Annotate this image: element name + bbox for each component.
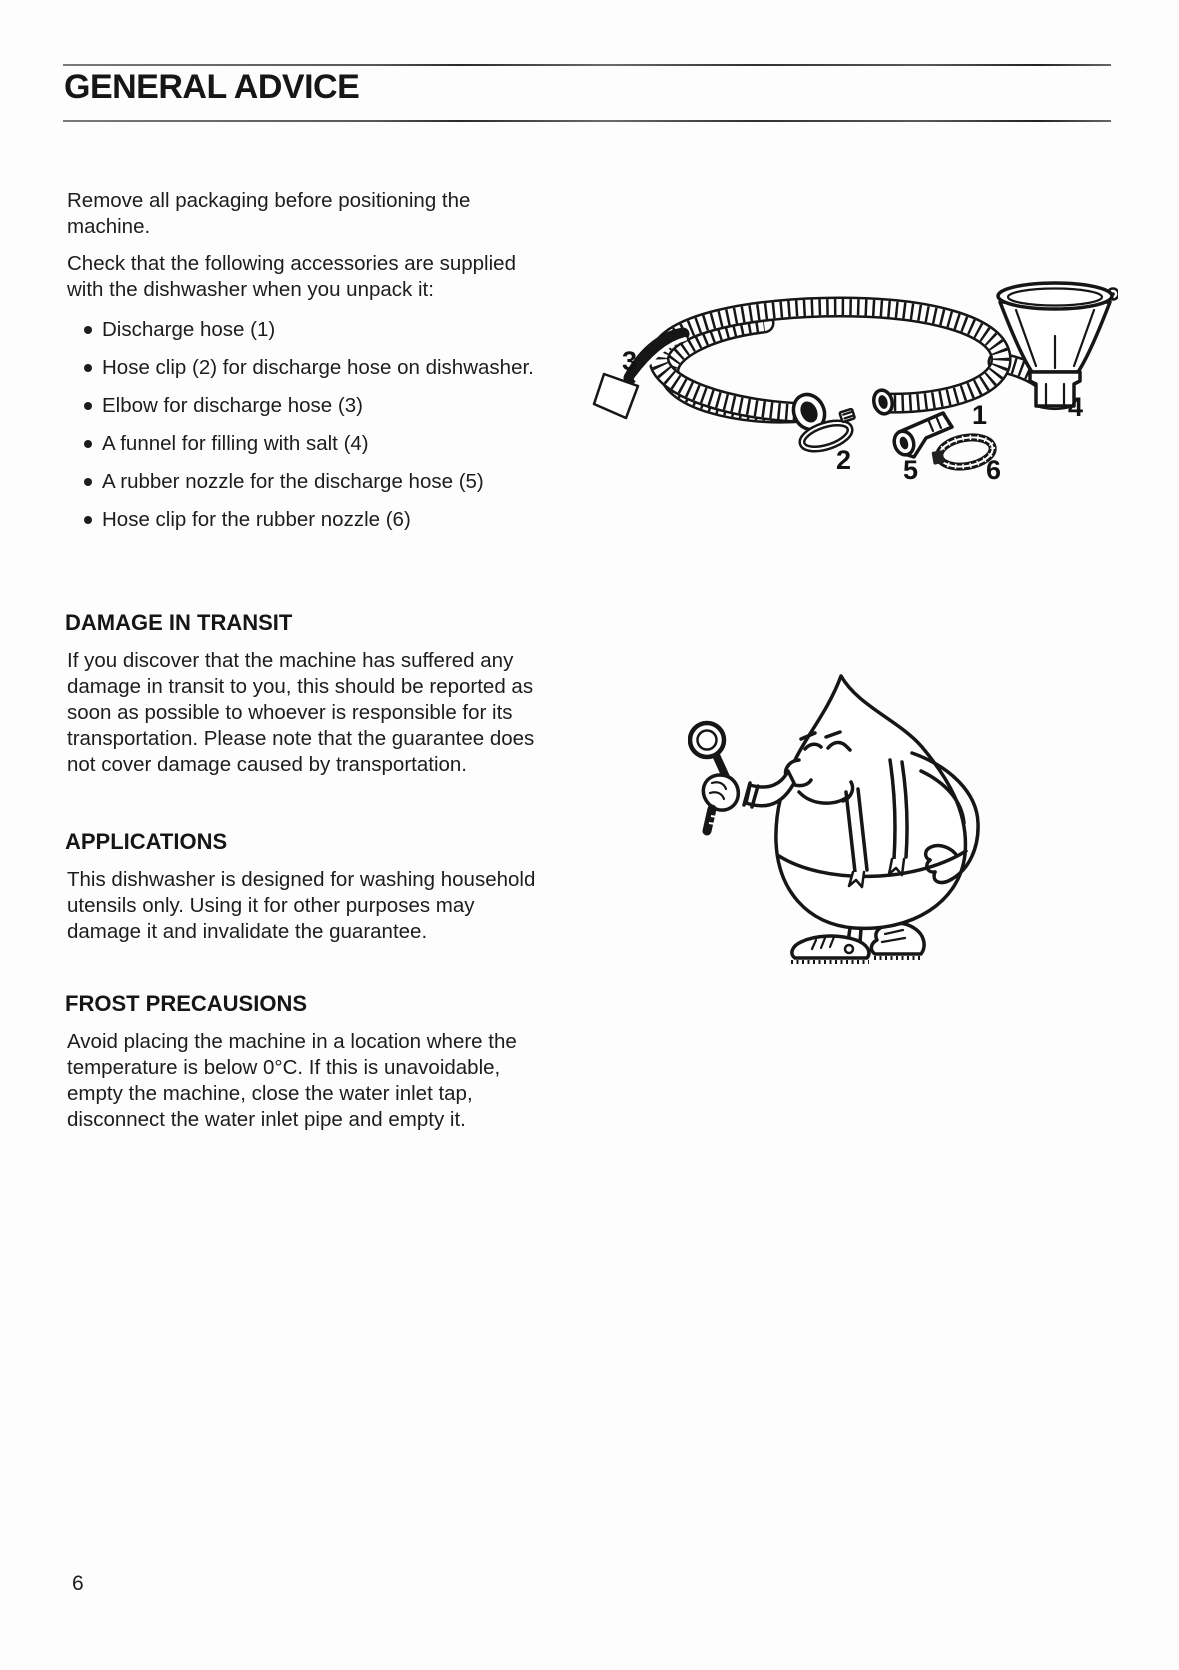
list-item xyxy=(84,469,534,495)
section-frost-precausions xyxy=(65,991,517,1133)
figure-label-6: 6 xyxy=(986,455,1002,485)
section-paragraph: If you discover that the machine has suffered any damage in transit to you, this should be reported as soon as possible to whoever is responsible for its transportation. Please note that the guarantee does not cover damage caused by transportation. xyxy=(67,649,535,776)
figure-label-5: 5 xyxy=(903,455,919,485)
list-item-label: A funnel for filling with salt (4) xyxy=(102,432,369,455)
funnel-part xyxy=(998,283,1118,409)
list-item xyxy=(84,431,534,457)
accessories-list xyxy=(84,317,534,545)
bullet-icon xyxy=(84,440,92,448)
mascot-body xyxy=(776,676,966,928)
section-damage-in-transit xyxy=(65,610,534,778)
figure-label-1: 1 xyxy=(972,400,988,430)
intro-paragraph-1: Remove all packaging before positioning the machine. xyxy=(67,189,471,238)
list-item-label: Elbow for discharge hose (3) xyxy=(102,394,363,417)
bullet-icon xyxy=(84,478,92,486)
list-item xyxy=(84,317,534,343)
section-heading: FROST PRECAUSIONS xyxy=(65,991,308,1016)
mascot-illustration xyxy=(688,643,993,968)
list-item xyxy=(84,393,534,419)
list-item-label: A rubber nozzle for the discharge hose (5) xyxy=(102,470,484,493)
figure-label-3: 3 xyxy=(622,346,638,376)
title-rule-bottom xyxy=(63,120,1111,122)
intro-paragraph-2: Check that the following accessories are supplied with the dishwasher when you unpack it: xyxy=(67,252,516,301)
list-item xyxy=(84,355,534,381)
section-paragraph: Avoid placing the machine in a location where the temperature is below 0°C. If this is unavoidable, empty the machine, close the water inlet tap, disconnect the water inlet pipe and empty it. xyxy=(67,1030,517,1131)
section-heading: DAMAGE IN TRANSIT xyxy=(65,610,293,635)
bullet-icon xyxy=(84,326,92,334)
page-title: GENERAL ADVICE xyxy=(64,68,360,106)
magnifier-icon xyxy=(690,723,738,831)
page-number: 6 xyxy=(72,1572,84,1595)
discharge-hose-loop xyxy=(659,307,1001,413)
title-rule-top xyxy=(63,64,1111,66)
bullet-icon xyxy=(84,364,92,372)
bullet-icon xyxy=(84,402,92,410)
list-item xyxy=(84,507,534,533)
hose-end-small xyxy=(871,388,895,416)
list-item-label: Hose clip (2) for discharge hose on dishwasher. xyxy=(102,356,534,379)
section-applications xyxy=(65,829,535,945)
figure-label-2: 2 xyxy=(836,445,852,475)
section-heading: APPLICATIONS xyxy=(65,829,228,854)
list-item-label: Discharge hose (1) xyxy=(102,318,276,341)
list-item-label: Hose clip for the rubber nozzle (6) xyxy=(102,508,411,531)
accessories-illustration xyxy=(568,266,1118,486)
section-paragraph: This dishwasher is designed for washing household utensils only. Using it for other purposes may damage it and invalidate the guarantee. xyxy=(67,868,536,943)
bullet-icon xyxy=(84,516,92,524)
figure-label-4: 4 xyxy=(1068,392,1084,422)
